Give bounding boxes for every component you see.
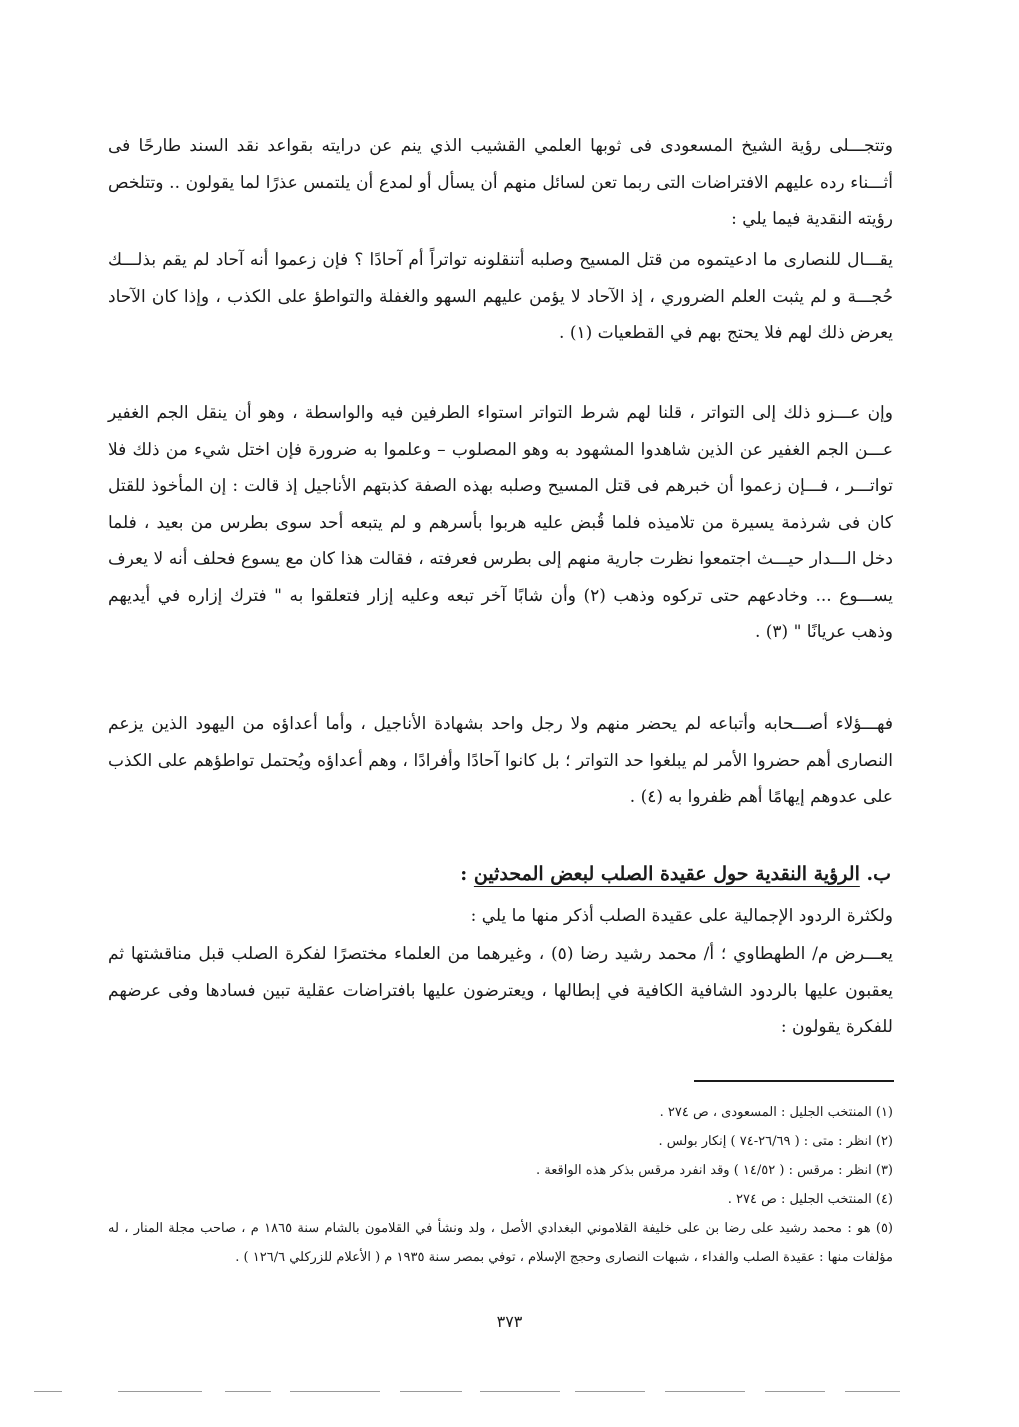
scan-edge-line (290, 1391, 380, 1392)
scan-edge-line (118, 1391, 202, 1392)
footnote-4: (٤) المنتخب الجليل : ص ٢٧٤ . (727, 1192, 893, 1207)
footnote-separator (694, 1080, 894, 1082)
paragraph-2: يقـــال للنصارى ما ادعيتموه من قتل المسيح وصلبه أتنقلونه تواتراً أم آحادًا ؟ فإن زعموا أنه آحاد لم يقم بذلـــك حُجـــة و لم يثبت العلم الضروري ، إذ الآحاد لا يؤمن عليهم السهو والغفلة والتواطؤ على الكذب ، وإذا كان الآحاد يعرض ذلك لهم فلا يحتج بهم في القطعيات (١) . (108, 250, 893, 343)
section-heading-suffix: : (460, 863, 474, 885)
footnote-2: (٢) انظر : متى : ( ٢٦/٦٩-٧٤ ) إنكار بولس . (658, 1134, 893, 1149)
paragraph-3: وإن عـــزو ذلك إلى التواتر ، قلنا لهم شرط التواتر استواء الطرفين فيه والواسطة ، وهو أن ينقل الجم الغفير عـــن الجم الغفير عن الذين شاهدوا المشهود به وهو المصلوب – وعلموا به ضرورة فإن اختل شيء من ذلك فلا تواتـــر ، فـــإن زعموا أن خبرهم فى قتل المسيح وصلبه بهذه الصفة كذبتهم الأناجيل إذ قالت : إن المأخوذ للقتل كان فى شرذمة يسيرة من تلاميذه فلما قُبض عليه هربوا بأسرهم و لم يتبعه أحد سوى بطرس من بعيد ، فلما دخل الـــدار حيـــث اجتمعوا نظرت جارية منهم إلى بطرس فعرفته ، فقالت هذا كان مع يسوع فحلف أنه لا يعرف يســـوع ... وخادعهم حتى تركوه وذهب (٢) وأن شابًا آخر تبعه وعليه إزار فتعلقوا به " فترك إزاره في أيديهم وذهب عريانًا " (٣) . (108, 403, 893, 642)
scan-edge-line (575, 1391, 645, 1392)
scan-edge-line (225, 1391, 271, 1392)
paragraph-5: ولكثرة الردود الإجمالية على عقيدة الصلب أذكر منها ما يلي : (470, 906, 893, 926)
scan-edge-line (665, 1391, 745, 1392)
scan-edge-line (480, 1391, 560, 1392)
section-heading (460, 859, 891, 889)
page-number: ٣٧٣ (496, 1312, 523, 1331)
section-heading-prefix: ب. (866, 863, 891, 885)
footnote-5: (٥) هو : محمد رشيد على رضا بن على خليفة القلاموني البغدادي الأصل ، ولد ونشأ في القلامون بالشام سنة ١٨٦٥ م ، صاحب مجلة المنار ، له مؤلفات منها : عقيدة الصلب والفداء ، شبهات النصارى وحجج الإسلام ، توفي بمصر سنة ١٩٣٥ م ( الأعلام للزركلي ١٢٦/٦ ) . (108, 1221, 893, 1265)
footnote-1: (١) المنتخب الجليل : المسعودى ، ص ٢٧٤ . (659, 1105, 893, 1120)
footnotes-list (108, 1098, 893, 1272)
section-heading-title: الرؤية النقدية حول عقيدة الصلب لبعض المحدثين (473, 863, 860, 885)
paragraph-4: فهـــؤلاء أصـــحابه وأتباعه لم يحضر منهم ولا رجل واحد بشهادة الأناجيل ، وأما أعداؤه من اليهود الذين يزعم النصارى أهم حضروا الأمر لم يبلغوا حد التواتر ؛ بل كانوا آحادًا وأفرادًا ، وهم أعداؤه ويُحتمل تواطؤهم على الكذب على عدوهم إيهامًا أهم ظفروا به (٤) . (108, 714, 893, 807)
scan-edge-line (765, 1391, 825, 1392)
footnote-3: (٣) انظر : مرقس : ( ١٤/٥٢ ) وقد انفرد مرقس بذكر هذه الواقعة . (536, 1163, 893, 1178)
scan-edge-line (400, 1391, 462, 1392)
scan-edge-line (845, 1391, 900, 1392)
paragraph-1: وتتجـــلى رؤية الشيخ المسعودى فى ثوبها العلمي القشيب الذي ينم عن درايته بقواعد نقد السند طارحًا فى أثـــناء رده عليهم الافتراضات التى ربما تعن لسائل منهم أن يسأل أو لمدع أن يلتمس عذرًا لما يقولون .. وتتلخص رؤيته النقدية فيما يلي : (108, 136, 893, 229)
paragraph-6: يعـــرض م/ الطهطاوي ؛ أ/ محمد رشيد رضا (٥) ، وغيرهما من العلماء مختصرًا لفكرة الصلب قبل مناقشتها ثم يعقبون عليها بالردود الشافية الكافية في إبطالها ، ويعترضون عليها بافتراضات عقلية تبين فسادها وفى عرضهم للفكرة يقولون : (108, 944, 893, 1037)
scan-edge-line (34, 1391, 62, 1392)
